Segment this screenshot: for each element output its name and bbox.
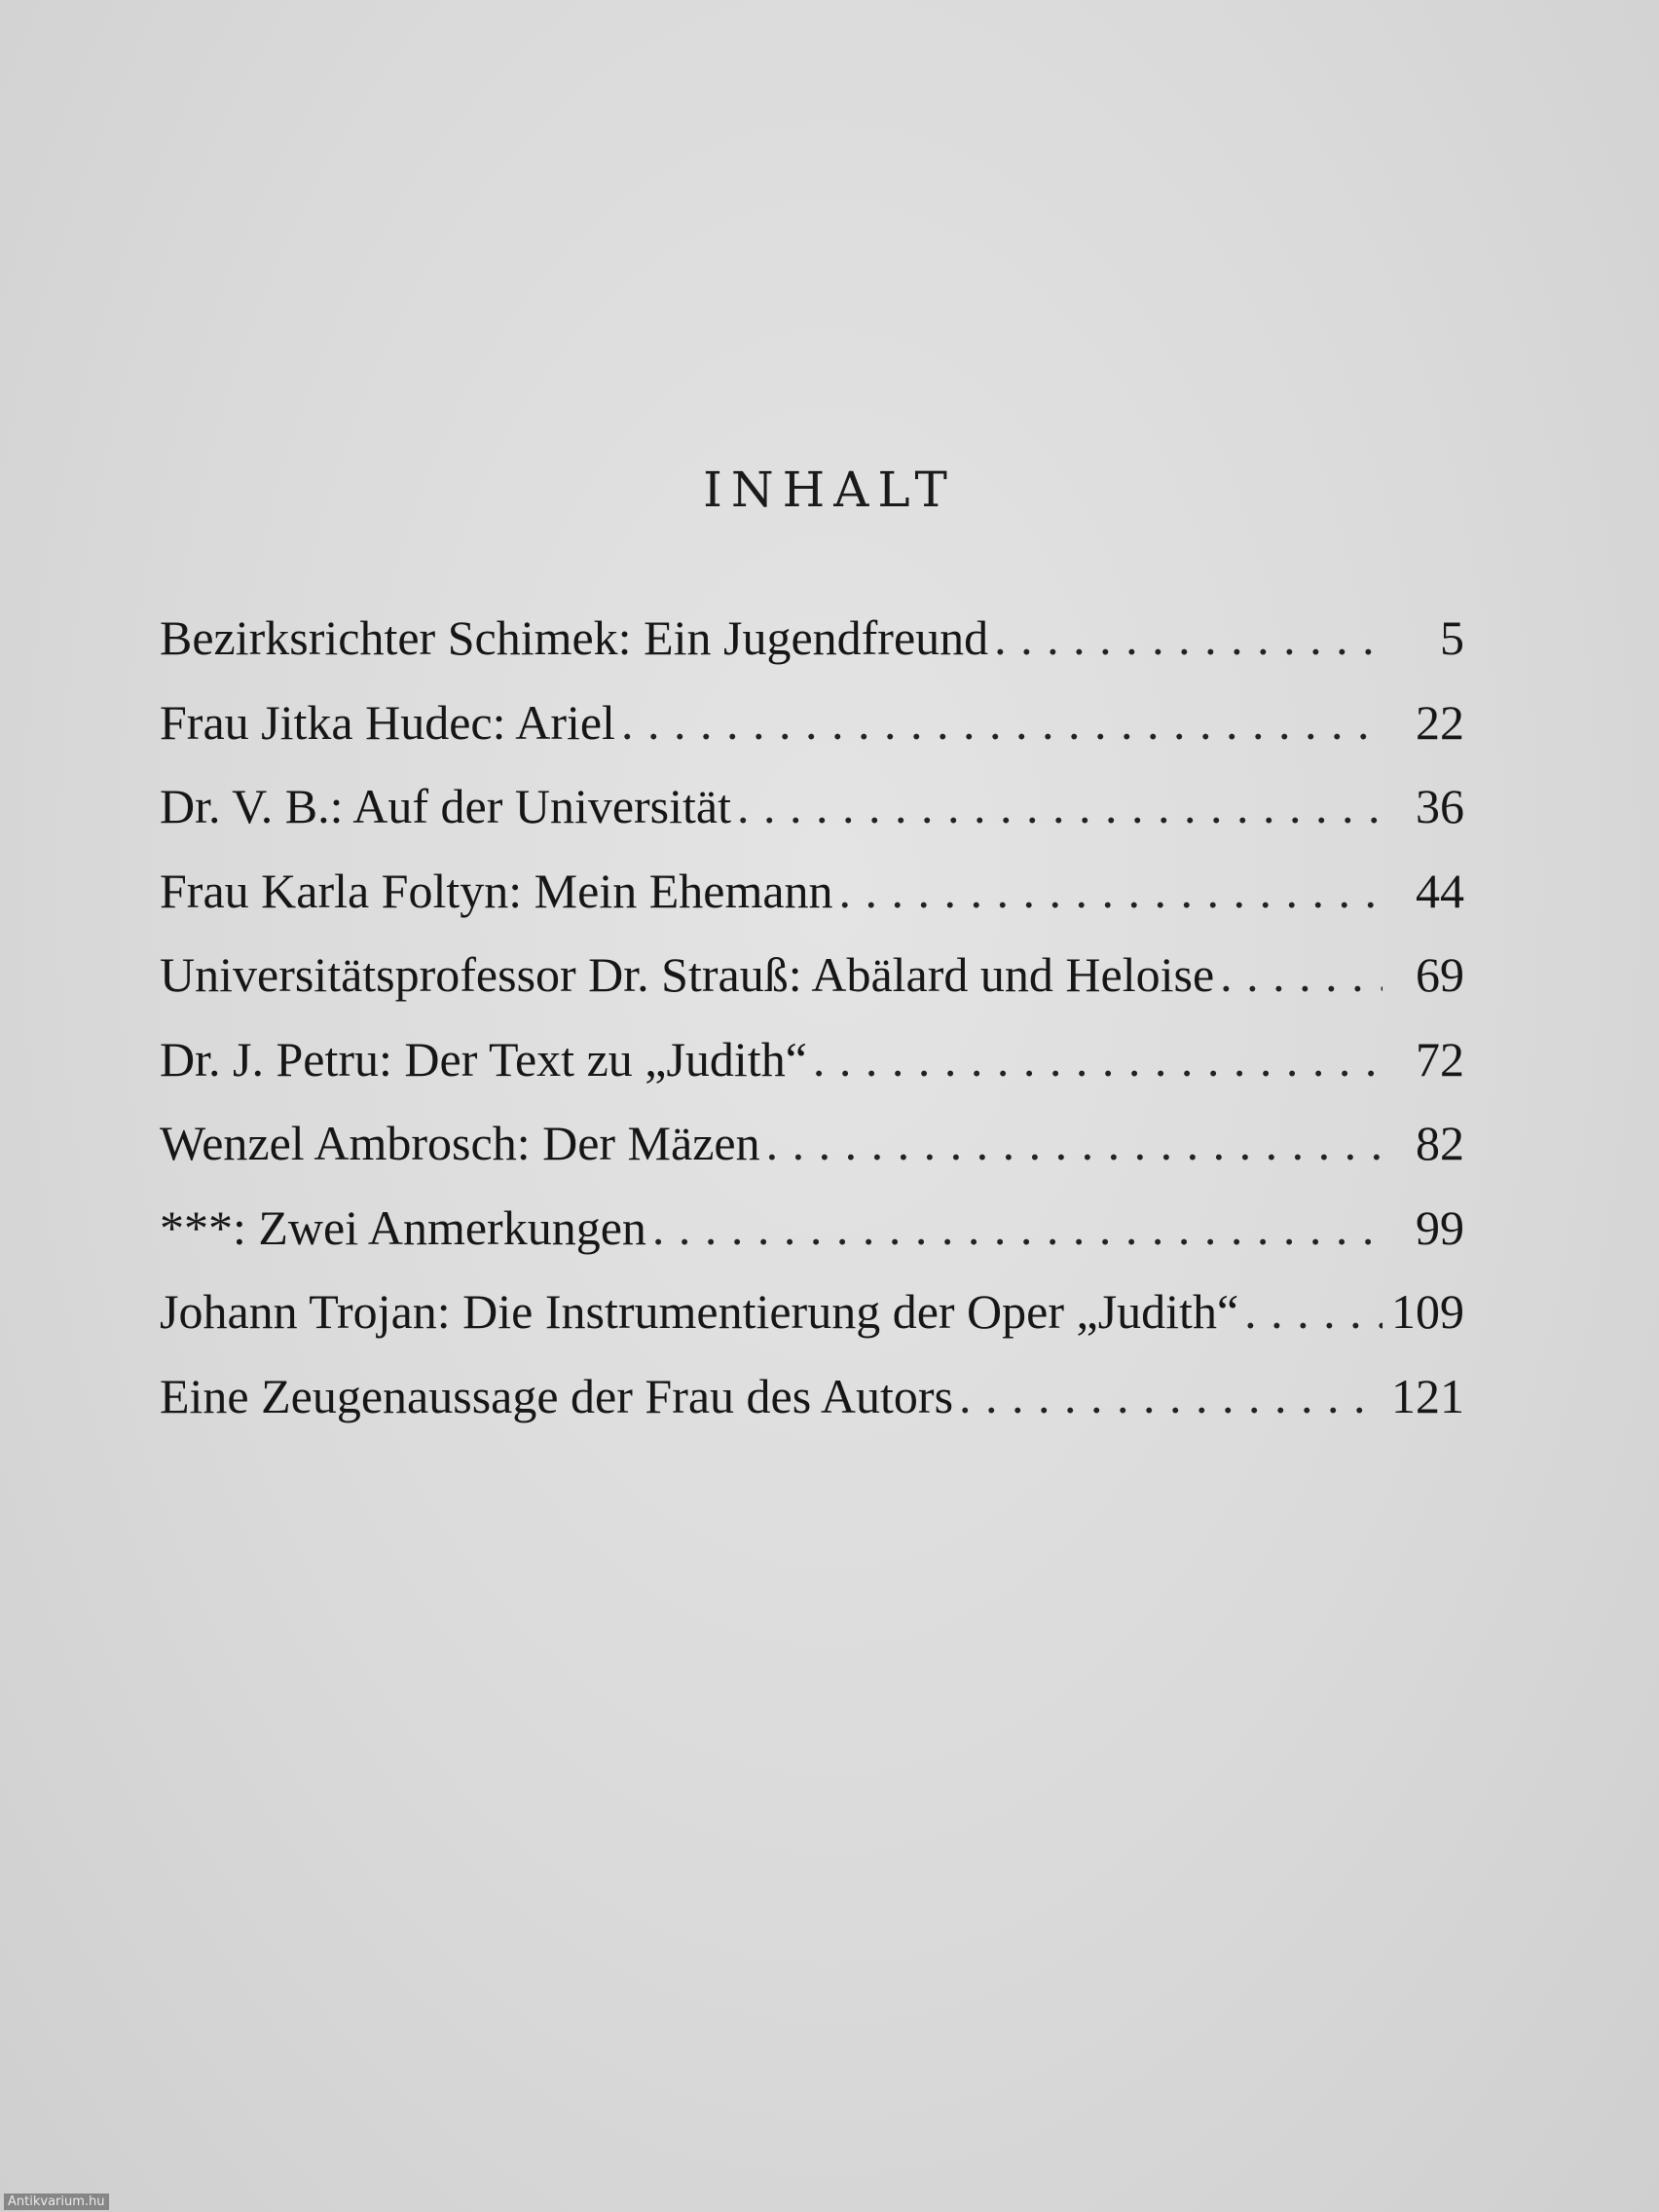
toc-entry-page: 5 [1440,610,1464,665]
dot-leader [813,1017,1382,1102]
toc-entry-title: Frau Jitka Hudec: Ariel [160,694,615,750]
toc-entry-page: 72 [1416,1031,1464,1087]
toc-entry-title: Dr. J. Petru: Der Text zu „Judith“ [160,1031,807,1087]
toc-entry-page: 121 [1391,1368,1464,1423]
toc-entry [160,681,1464,765]
watermark: Antikvarium.hu [4,2194,109,2210]
dot-leader [737,764,1382,849]
toc-entry-page: 36 [1416,779,1464,833]
toc-entry [160,596,1464,681]
table-of-contents [160,596,1464,1438]
page-title: INHALT [703,461,956,518]
toc-entry-title: Johann Trojan: Die Instrumentierung der Oper „Judith“ [160,1284,1239,1339]
dot-leader [1244,1270,1382,1354]
toc-entry [160,764,1464,849]
toc-entry-title: ***: Zwei Anmerkungen [160,1199,646,1255]
toc-entry-page: 99 [1416,1199,1464,1255]
dot-leader [994,596,1382,681]
dot-leader [839,849,1382,934]
toc-entry-title: Universitätsprofessor Dr. Strauß: Abälard und Heloise [160,947,1215,1002]
dot-leader [766,1101,1382,1186]
toc-entry [160,933,1464,1017]
dot-leader [1220,933,1382,1017]
toc-entry [160,1017,1464,1102]
dot-leader [621,681,1382,765]
toc-entry-page: 44 [1416,863,1464,918]
toc-entry [160,849,1464,934]
toc-entry-page: 109 [1391,1284,1464,1339]
toc-entry-title: Bezirksrichter Schimek: Ein Jugendfreund [160,610,989,665]
toc-entry-title: Eine Zeugenaussage der Frau des Autors [160,1368,954,1423]
toc-entry-page: 22 [1416,694,1464,750]
toc-entry-page: 82 [1416,1116,1464,1170]
toc-entry [160,1101,1464,1186]
toc-entry-page: 69 [1416,947,1464,1002]
toc-entry [160,1270,1464,1354]
toc-entry [160,1354,1464,1439]
dot-leader [652,1186,1382,1271]
toc-entry-title: Frau Karla Foltyn: Mein Ehemann [160,863,833,918]
dot-leader [959,1354,1382,1439]
toc-entry [160,1186,1464,1271]
toc-entry-title: Wenzel Ambrosch: Der Mäzen [160,1116,760,1170]
toc-entry-title: Dr. V. B.: Auf der Universität [160,779,732,833]
